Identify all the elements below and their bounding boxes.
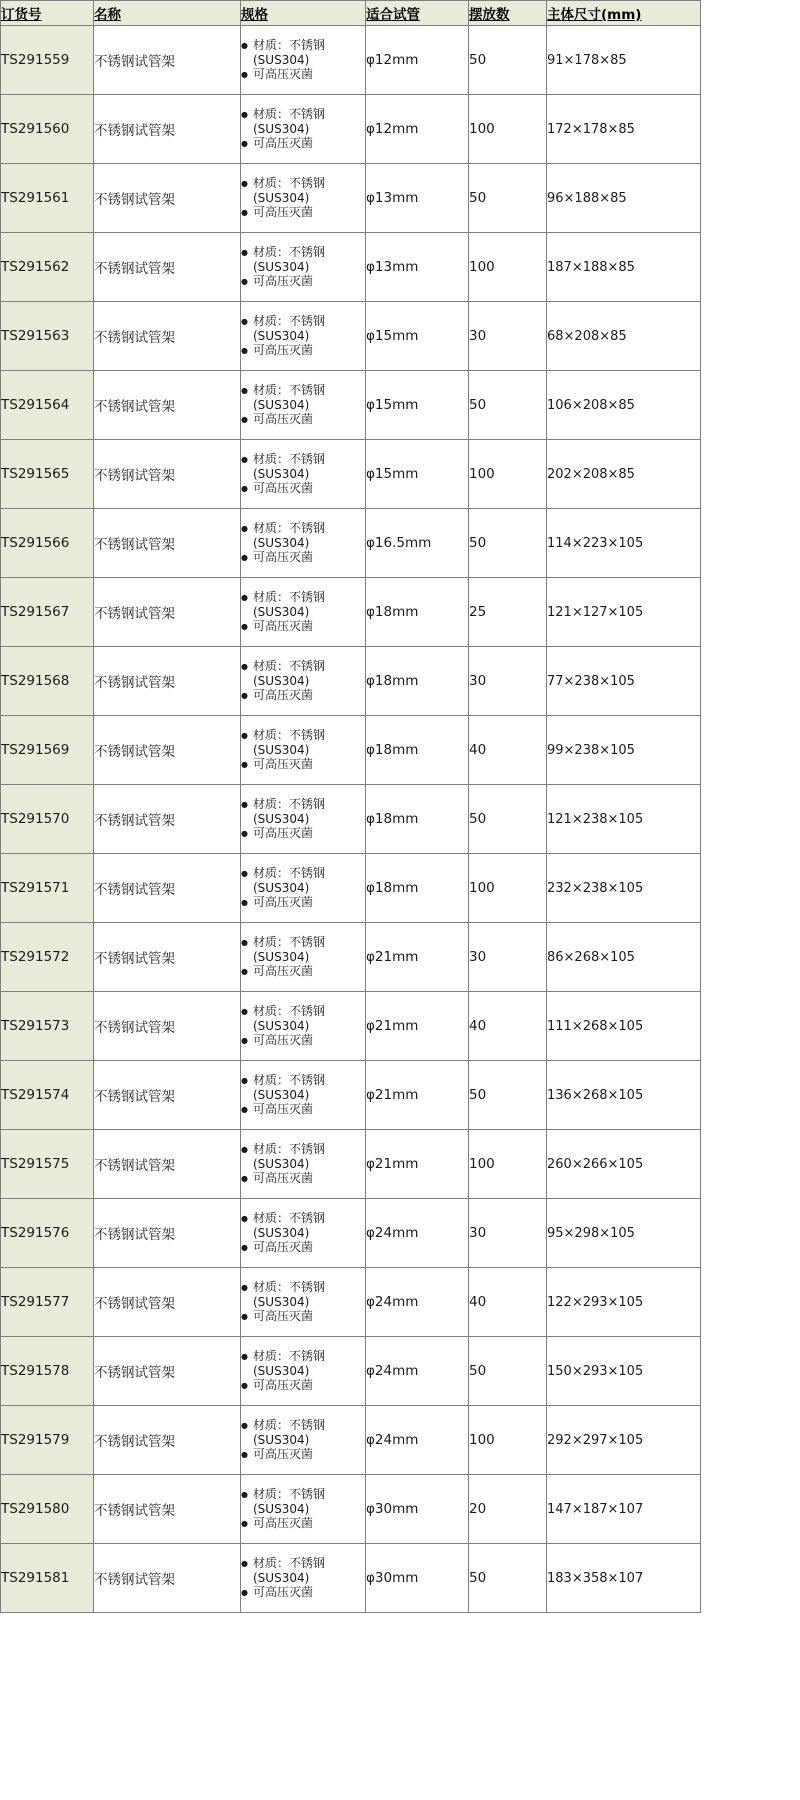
specification-item: ● 可高压灭菌 (241, 550, 365, 565)
table-row (1, 1268, 701, 1337)
specification-item: ● 材质：不锈钢 (241, 245, 365, 260)
specification-item: ● 可高压灭菌 (241, 964, 365, 979)
specification-item: ● 材质：不锈钢 (241, 383, 365, 398)
table-header-row (1, 1, 701, 26)
column-header-spec-label: 规格 (241, 7, 268, 23)
cell-product-name: 不锈钢试管架 (94, 1268, 241, 1337)
cell-product-name: 不锈钢试管架 (94, 95, 241, 164)
cell-tube-size: φ18mm (366, 578, 469, 647)
cell-tube-size: φ21mm (366, 923, 469, 992)
specification-list (241, 1142, 365, 1186)
cell-specification (241, 440, 366, 509)
table-row (1, 371, 701, 440)
specification-item: ● 材质：不锈钢 (241, 1556, 365, 1571)
specification-item: ● 材质：不锈钢 (241, 590, 365, 605)
cell-capacity: 100 (469, 1130, 547, 1199)
column-header-tube (366, 1, 469, 26)
specification-list (241, 107, 365, 151)
cell-body-dimension: 114×223×105 (547, 509, 701, 578)
cell-tube-size: φ30mm (366, 1475, 469, 1544)
table-row (1, 164, 701, 233)
specification-list (241, 1349, 365, 1393)
cell-specification (241, 1130, 366, 1199)
cell-order-code: TS291578 (1, 1337, 94, 1406)
table-row (1, 302, 701, 371)
cell-order-code: TS291563 (1, 302, 94, 371)
cell-order-code: TS291579 (1, 1406, 94, 1475)
specification-item: ● 材质：不锈钢 (241, 1280, 365, 1295)
cell-order-code: TS291571 (1, 854, 94, 923)
cell-product-name: 不锈钢试管架 (94, 785, 241, 854)
cell-capacity: 100 (469, 95, 547, 164)
cell-body-dimension: 121×238×105 (547, 785, 701, 854)
specification-item: (SUS304) (253, 1225, 310, 1240)
specification-item: ● 可高压灭菌 (241, 412, 365, 427)
cell-tube-size: φ24mm (366, 1199, 469, 1268)
cell-tube-size: φ15mm (366, 371, 469, 440)
cell-order-code: TS291561 (1, 164, 94, 233)
column-header-name-label: 名称 (94, 7, 121, 23)
cell-specification (241, 95, 366, 164)
cell-order-code: TS291568 (1, 647, 94, 716)
specification-item: ● 材质：不锈钢 (241, 38, 365, 53)
cell-specification (241, 854, 366, 923)
specification-list (241, 1073, 365, 1117)
cell-product-name: 不锈钢试管架 (94, 440, 241, 509)
table-row (1, 992, 701, 1061)
column-header-code-label: 订货号 (1, 7, 42, 23)
cell-capacity: 50 (469, 1337, 547, 1406)
cell-tube-size: φ13mm (366, 164, 469, 233)
specification-item: ● 可高压灭菌 (241, 1585, 365, 1600)
cell-tube-size: φ30mm (366, 1544, 469, 1613)
cell-specification (241, 647, 366, 716)
cell-capacity: 30 (469, 923, 547, 992)
table-row (1, 1199, 701, 1268)
cell-product-name: 不锈钢试管架 (94, 854, 241, 923)
cell-capacity: 100 (469, 1406, 547, 1475)
cell-order-code: TS291564 (1, 371, 94, 440)
cell-specification (241, 578, 366, 647)
specification-item: ● 材质：不锈钢 (241, 1349, 365, 1364)
cell-tube-size: φ21mm (366, 1061, 469, 1130)
specification-item: (SUS304) (253, 466, 310, 481)
table-row (1, 509, 701, 578)
cell-body-dimension: 183×358×107 (547, 1544, 701, 1613)
specification-item: (SUS304) (253, 1501, 310, 1516)
cell-tube-size: φ21mm (366, 1130, 469, 1199)
cell-specification (241, 785, 366, 854)
specification-item: (SUS304) (253, 604, 310, 619)
table-row (1, 95, 701, 164)
column-header-count-label: 摆放数 (469, 7, 510, 23)
cell-capacity: 30 (469, 1199, 547, 1268)
cell-order-code: TS291567 (1, 578, 94, 647)
cell-specification (241, 164, 366, 233)
cell-tube-size: φ24mm (366, 1268, 469, 1337)
cell-product-name: 不锈钢试管架 (94, 1406, 241, 1475)
column-header-name (94, 1, 241, 26)
cell-body-dimension: 68×208×85 (547, 302, 701, 371)
cell-tube-size: φ13mm (366, 233, 469, 302)
specification-item: ● 材质：不锈钢 (241, 659, 365, 674)
cell-tube-size: φ18mm (366, 854, 469, 923)
cell-order-code: TS291565 (1, 440, 94, 509)
table-row (1, 1406, 701, 1475)
cell-capacity: 50 (469, 26, 547, 95)
cell-body-dimension: 91×178×85 (547, 26, 701, 95)
specification-item: ● 材质：不锈钢 (241, 866, 365, 881)
specification-item: ● 材质：不锈钢 (241, 107, 365, 122)
specification-item: ● 材质：不锈钢 (241, 1142, 365, 1157)
cell-tube-size: φ15mm (366, 440, 469, 509)
table-row (1, 716, 701, 785)
cell-capacity: 40 (469, 1268, 547, 1337)
specification-list (241, 866, 365, 910)
specification-item: ● 可高压灭菌 (241, 1378, 365, 1393)
cell-specification (241, 1061, 366, 1130)
table-row (1, 1061, 701, 1130)
table-header (1, 1, 701, 26)
specification-item: ● 可高压灭菌 (241, 1033, 365, 1048)
table-row (1, 1475, 701, 1544)
specification-item: ● 材质：不锈钢 (241, 176, 365, 191)
specification-item: (SUS304) (253, 1432, 310, 1447)
specification-item: ● 可高压灭菌 (241, 1171, 365, 1186)
cell-capacity: 100 (469, 440, 547, 509)
specification-item: ● 可高压灭菌 (241, 1102, 365, 1117)
cell-product-name: 不锈钢试管架 (94, 992, 241, 1061)
specification-item: ● 可高压灭菌 (241, 1516, 365, 1531)
specification-item: ● 可高压灭菌 (241, 619, 365, 634)
specification-item: ● 材质：不锈钢 (241, 314, 365, 329)
cell-product-name: 不锈钢试管架 (94, 26, 241, 95)
cell-tube-size: φ18mm (366, 785, 469, 854)
cell-order-code: TS291574 (1, 1061, 94, 1130)
cell-specification (241, 992, 366, 1061)
table-body (1, 26, 701, 1613)
cell-order-code: TS291562 (1, 233, 94, 302)
specification-item: (SUS304) (253, 1018, 310, 1033)
cell-product-name: 不锈钢试管架 (94, 1544, 241, 1613)
table-row (1, 647, 701, 716)
cell-body-dimension: 121×127×105 (547, 578, 701, 647)
specification-item: ● 材质：不锈钢 (241, 1418, 365, 1433)
specification-item: (SUS304) (253, 397, 310, 412)
cell-capacity: 50 (469, 164, 547, 233)
cell-capacity: 40 (469, 992, 547, 1061)
cell-product-name: 不锈钢试管架 (94, 1130, 241, 1199)
specification-item: ● 可高压灭菌 (241, 136, 365, 151)
cell-tube-size: φ16.5mm (366, 509, 469, 578)
specification-list (241, 935, 365, 979)
specification-item: ● 材质：不锈钢 (241, 1487, 365, 1502)
cell-body-dimension: 260×266×105 (547, 1130, 701, 1199)
specification-item: ● 材质：不锈钢 (241, 935, 365, 950)
cell-product-name: 不锈钢试管架 (94, 1475, 241, 1544)
cell-specification (241, 716, 366, 785)
specification-item: (SUS304) (253, 190, 310, 205)
specification-list (241, 1211, 365, 1255)
specification-item: (SUS304) (253, 52, 310, 67)
cell-product-name: 不锈钢试管架 (94, 578, 241, 647)
column-header-count (469, 1, 547, 26)
specification-list (241, 1418, 365, 1462)
specification-item: ● 可高压灭菌 (241, 826, 365, 841)
specification-item: ● 可高压灭菌 (241, 895, 365, 910)
cell-body-dimension: 147×187×107 (547, 1475, 701, 1544)
cell-specification (241, 923, 366, 992)
cell-order-code: TS291572 (1, 923, 94, 992)
cell-capacity: 30 (469, 302, 547, 371)
specification-list (241, 383, 365, 427)
specification-item: (SUS304) (253, 811, 310, 826)
cell-body-dimension: 202×208×85 (547, 440, 701, 509)
specification-item: ● 材质：不锈钢 (241, 797, 365, 812)
specification-item: (SUS304) (253, 742, 310, 757)
cell-body-dimension: 187×188×85 (547, 233, 701, 302)
cell-body-dimension: 96×188×85 (547, 164, 701, 233)
specification-item: ● 可高压灭菌 (241, 1240, 365, 1255)
cell-capacity: 50 (469, 1544, 547, 1613)
table-row (1, 26, 701, 95)
table-row (1, 1337, 701, 1406)
specification-item: ● 可高压灭菌 (241, 67, 365, 82)
cell-capacity: 20 (469, 1475, 547, 1544)
cell-body-dimension: 77×238×105 (547, 647, 701, 716)
specification-item: ● 可高压灭菌 (241, 757, 365, 772)
cell-product-name: 不锈钢试管架 (94, 509, 241, 578)
cell-capacity: 50 (469, 371, 547, 440)
cell-capacity: 100 (469, 854, 547, 923)
cell-order-code: TS291576 (1, 1199, 94, 1268)
cell-specification (241, 371, 366, 440)
specification-item: (SUS304) (253, 259, 310, 274)
cell-capacity: 50 (469, 785, 547, 854)
cell-body-dimension: 232×238×105 (547, 854, 701, 923)
cell-tube-size: φ24mm (366, 1406, 469, 1475)
cell-tube-size: φ18mm (366, 647, 469, 716)
specification-list (241, 38, 365, 82)
specification-item: (SUS304) (253, 1570, 310, 1585)
table-row (1, 233, 701, 302)
table-row (1, 1130, 701, 1199)
cell-specification (241, 1337, 366, 1406)
specification-list (241, 176, 365, 220)
specification-item: (SUS304) (253, 949, 310, 964)
cell-product-name: 不锈钢试管架 (94, 1061, 241, 1130)
specification-item: ● 材质：不锈钢 (241, 521, 365, 536)
specification-item: ● 可高压灭菌 (241, 481, 365, 496)
cell-order-code: TS291573 (1, 992, 94, 1061)
cell-order-code: TS291580 (1, 1475, 94, 1544)
specification-list (241, 728, 365, 772)
table-row (1, 1544, 701, 1613)
specification-item: (SUS304) (253, 1294, 310, 1309)
cell-capacity: 100 (469, 233, 547, 302)
cell-body-dimension: 111×268×105 (547, 992, 701, 1061)
specification-item: ● 可高压灭菌 (241, 343, 365, 358)
cell-body-dimension: 172×178×85 (547, 95, 701, 164)
cell-specification (241, 302, 366, 371)
cell-capacity: 25 (469, 578, 547, 647)
cell-product-name: 不锈钢试管架 (94, 716, 241, 785)
cell-capacity: 40 (469, 716, 547, 785)
specification-item: (SUS304) (253, 121, 310, 136)
specification-list (241, 1004, 365, 1048)
cell-tube-size: φ12mm (366, 95, 469, 164)
specification-item: (SUS304) (253, 673, 310, 688)
specification-item: ● 可高压灭菌 (241, 274, 365, 289)
cell-order-code: TS291570 (1, 785, 94, 854)
cell-product-name: 不锈钢试管架 (94, 233, 241, 302)
column-header-code (1, 1, 94, 26)
specification-item: (SUS304) (253, 1087, 310, 1102)
table-row (1, 854, 701, 923)
column-header-tube-label: 适合试管 (366, 7, 420, 23)
cell-tube-size: φ24mm (366, 1337, 469, 1406)
cell-specification (241, 233, 366, 302)
specification-item: ● 材质：不锈钢 (241, 1004, 365, 1019)
column-header-dimension (547, 1, 701, 26)
specification-list (241, 521, 365, 565)
cell-tube-size: φ18mm (366, 716, 469, 785)
specification-item: (SUS304) (253, 880, 310, 895)
specification-item: ● 可高压灭菌 (241, 1309, 365, 1324)
specification-list (241, 452, 365, 496)
specification-item: ● 可高压灭菌 (241, 205, 365, 220)
specification-list (241, 659, 365, 703)
cell-product-name: 不锈钢试管架 (94, 1337, 241, 1406)
cell-specification (241, 509, 366, 578)
specification-list (241, 1556, 365, 1600)
cell-body-dimension: 292×297×105 (547, 1406, 701, 1475)
specification-item: (SUS304) (253, 328, 310, 343)
specification-item: ● 材质：不锈钢 (241, 1073, 365, 1088)
cell-order-code: TS291581 (1, 1544, 94, 1613)
column-header-spec (241, 1, 366, 26)
cell-body-dimension: 86×268×105 (547, 923, 701, 992)
specification-item: (SUS304) (253, 1363, 310, 1378)
cell-product-name: 不锈钢试管架 (94, 923, 241, 992)
specification-item: ● 材质：不锈钢 (241, 1211, 365, 1226)
cell-product-name: 不锈钢试管架 (94, 647, 241, 716)
specification-list (241, 245, 365, 289)
cell-tube-size: φ21mm (366, 992, 469, 1061)
cell-order-code: TS291560 (1, 95, 94, 164)
specification-item: (SUS304) (253, 535, 310, 550)
cell-specification (241, 1268, 366, 1337)
specification-item: ● 可高压灭菌 (241, 1447, 365, 1462)
specification-list (241, 1487, 365, 1531)
cell-specification (241, 1544, 366, 1613)
cell-tube-size: φ15mm (366, 302, 469, 371)
table-row (1, 785, 701, 854)
cell-body-dimension: 95×298×105 (547, 1199, 701, 1268)
specification-item: ● 可高压灭菌 (241, 688, 365, 703)
table-row (1, 923, 701, 992)
cell-capacity: 30 (469, 647, 547, 716)
table-row (1, 440, 701, 509)
cell-specification (241, 1475, 366, 1544)
cell-specification (241, 1199, 366, 1268)
cell-product-name: 不锈钢试管架 (94, 302, 241, 371)
specification-list (241, 1280, 365, 1324)
cell-tube-size: φ12mm (366, 26, 469, 95)
specification-list (241, 590, 365, 634)
cell-body-dimension: 150×293×105 (547, 1337, 701, 1406)
cell-body-dimension: 99×238×105 (547, 716, 701, 785)
cell-capacity: 50 (469, 509, 547, 578)
cell-body-dimension: 122×293×105 (547, 1268, 701, 1337)
cell-order-code: TS291559 (1, 26, 94, 95)
cell-product-name: 不锈钢试管架 (94, 371, 241, 440)
specification-item: ● 材质：不锈钢 (241, 452, 365, 467)
specification-item: (SUS304) (253, 1156, 310, 1171)
cell-product-name: 不锈钢试管架 (94, 1199, 241, 1268)
cell-specification (241, 1406, 366, 1475)
cell-order-code: TS291577 (1, 1268, 94, 1337)
cell-order-code: TS291569 (1, 716, 94, 785)
column-header-dimension-label: 主体尺寸(mm) (547, 7, 642, 23)
table-row (1, 578, 701, 647)
cell-body-dimension: 136×268×105 (547, 1061, 701, 1130)
cell-body-dimension: 106×208×85 (547, 371, 701, 440)
cell-order-code: TS291575 (1, 1130, 94, 1199)
specification-item: ● 材质：不锈钢 (241, 728, 365, 743)
specification-list (241, 797, 365, 841)
cell-order-code: TS291566 (1, 509, 94, 578)
specification-list (241, 314, 365, 358)
cell-product-name: 不锈钢试管架 (94, 164, 241, 233)
cell-specification (241, 26, 366, 95)
cell-capacity: 50 (469, 1061, 547, 1130)
